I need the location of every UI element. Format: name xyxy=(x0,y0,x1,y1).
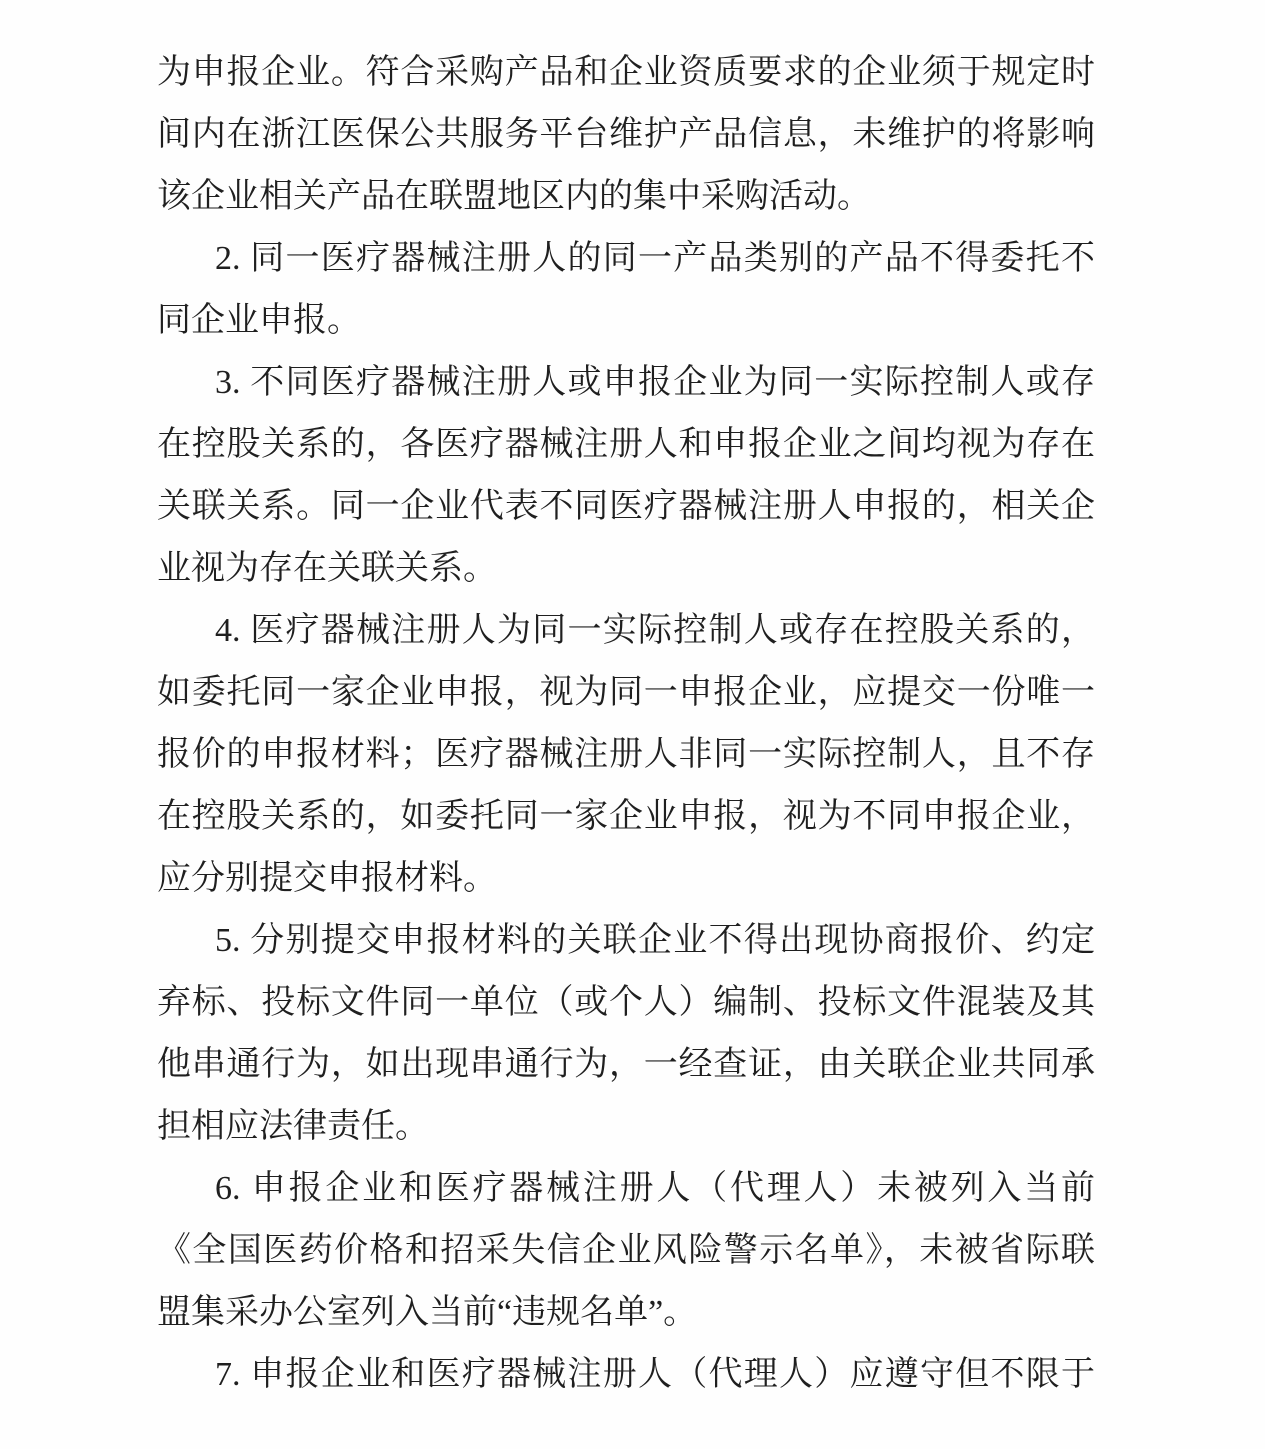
text-line: 同企业申报。 xyxy=(157,302,361,339)
text-line: 2. 同一医疗器械注册人的同一产品类别的产品不得委托不 xyxy=(215,240,1095,277)
text-line: 他串通行为，如出现串通行为，一经查证，由关联企业共同承 xyxy=(157,1046,1095,1083)
text-line: 该企业相关产品在联盟地区内的集中采购活动。 xyxy=(157,178,871,215)
text-line: 弃标、投标文件同一单位（或个人）编制、投标文件混装及其 xyxy=(157,984,1095,1021)
document-text-block xyxy=(157,42,1095,1406)
text-line: 业视为存在关联关系。 xyxy=(157,550,497,587)
text-line: 《全国医药价格和招采失信企业风险警示名单》，未被省际联 xyxy=(157,1232,1095,1269)
text-line: 应分别提交申报材料。 xyxy=(157,860,497,897)
text-line: 担相应法律责任。 xyxy=(157,1108,429,1145)
text-line: 报价的申报材料；医疗器械注册人非同一实际控制人，且不存 xyxy=(157,736,1095,773)
text-line: 盟集采办公室列入当前“违规名单”。 xyxy=(157,1294,698,1331)
text-line: 间内在浙江医保公共服务平台维护产品信息，未维护的将影响 xyxy=(157,116,1095,153)
text-line: 3. 不同医疗器械注册人或申报企业为同一实际控制人或存 xyxy=(215,364,1095,401)
text-line: 5. 分别提交申报材料的关联企业不得出现协商报价、约定 xyxy=(215,922,1095,959)
text-line: 如委托同一家企业申报，视为同一申报企业，应提交一份唯一 xyxy=(157,674,1095,711)
text-line: 6. 申报企业和医疗器械注册人（代理人）未被列入当前 xyxy=(215,1170,1095,1207)
text-line: 7. 申报企业和医疗器械注册人（代理人）应遵守但不限于 xyxy=(215,1356,1095,1393)
text-line: 在控股关系的，各医疗器械注册人和申报企业之间均视为存在 xyxy=(157,426,1095,463)
text-line: 关联关系。同一企业代表不同医疗器械注册人申报的，相关企 xyxy=(157,488,1095,525)
text-line: 在控股关系的，如委托同一家企业申报，视为不同申报企业， xyxy=(157,798,1095,835)
text-line: 4. 医疗器械注册人为同一实际控制人或存在控股关系的， xyxy=(215,612,1095,649)
text-line: 为申报企业。符合采购产品和企业资质要求的企业须于规定时 xyxy=(157,54,1095,91)
